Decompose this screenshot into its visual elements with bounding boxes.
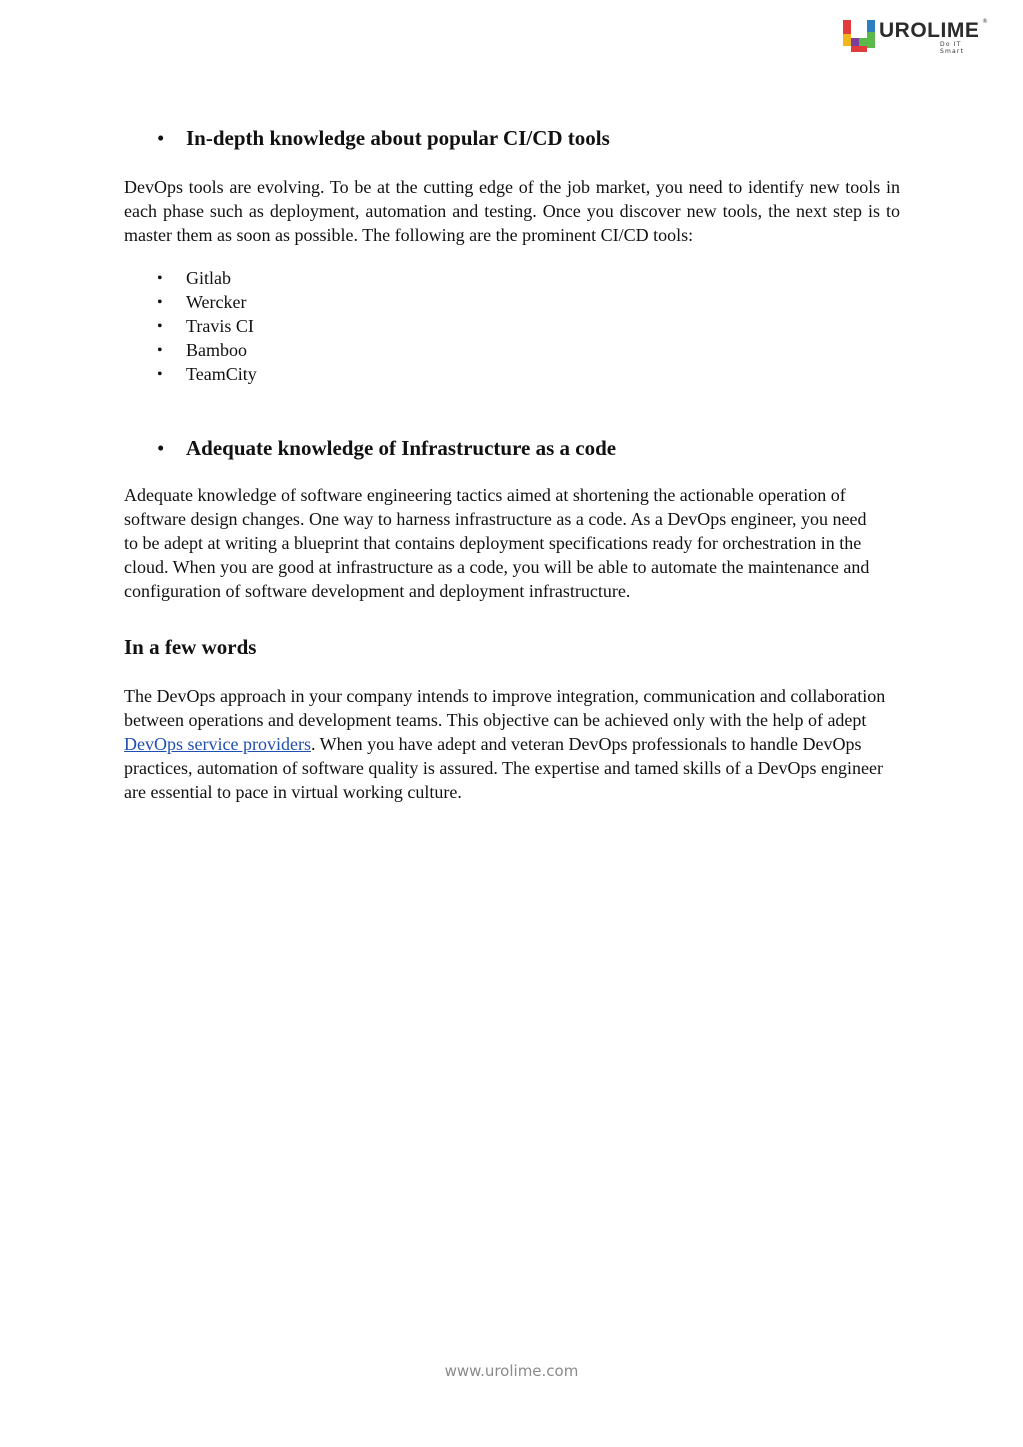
heading-text: In-depth knowledge about popular CI/CD tools [186, 126, 610, 150]
brand-logo [843, 18, 988, 54]
paragraph-cicd: DevOps tools are evolving. To be at the cutting edge of the job market, you need to identify new tools in each phase such as deployment, automation and testing. Once you discover new tools, the next step is to master them as soon as possible. The following are the prominent CI/CD tools: [124, 177, 900, 245]
paragraph-iac: Adequate knowledge of software engineering tactics aimed at shortening the actionable operation of software design changes. One way to harness infrastructure as a code. As a DevOps engineer, you need to be adept at writing a blueprint that contains deployment specifications ready for orchestration in the cloud. When you are good at infrastructure as a code, you will be able to automate the maintenance and configuration of software development and deployment infrastructure. [124, 485, 870, 601]
heading-cicd-tools [124, 124, 900, 152]
tool-name: Travis CI [186, 315, 254, 336]
tool-name: Gitlab [186, 268, 231, 289]
tool-name: TeamCity [186, 363, 257, 384]
list-item [124, 291, 900, 315]
paragraph-summary [124, 685, 896, 804]
urolime-logo-icon [843, 20, 876, 52]
bullet-icon: • [157, 270, 163, 288]
brand-tagline: Do IT Smart [940, 41, 965, 55]
bullet-icon: • [157, 126, 165, 150]
registered-mark: ® [982, 18, 988, 25]
tool-name: Wercker [186, 292, 247, 313]
brand-name: UROLIME [879, 19, 980, 42]
footer-website: www.urolime.com [444, 1362, 579, 1380]
heading-text: Adequate knowledge of Infrastructure as a code [186, 436, 617, 461]
heading-in-a-few-words: In a few words [124, 635, 257, 660]
list-item [124, 315, 900, 339]
tool-name: Bamboo [186, 339, 247, 360]
bullet-icon: • [157, 436, 165, 461]
summary-text-end: . When you have adept and veteran DevOps professionals to handle DevOps practices, automation of software quality is assured. The expertise and tamed skills of a DevOps engineer are essential to pace in virtual working culture. [124, 733, 883, 802]
list-item [124, 339, 900, 363]
list-item [124, 363, 900, 387]
tools-list [124, 267, 900, 386]
summary-text-start: The DevOps approach in your company intends to improve integration, communication and collaboration between operations and development teams. This objective can be achieved only with the help of adept [124, 686, 886, 731]
heading-infrastructure-as-code [124, 434, 900, 462]
devops-service-providers-link[interactable]: DevOps service providers [124, 733, 311, 754]
list-item [124, 267, 900, 291]
bullet-icon: • [157, 317, 163, 335]
document-body [124, 124, 900, 804]
bullet-icon: • [157, 365, 163, 383]
bullet-icon: • [157, 341, 163, 359]
bullet-icon: • [157, 294, 163, 312]
